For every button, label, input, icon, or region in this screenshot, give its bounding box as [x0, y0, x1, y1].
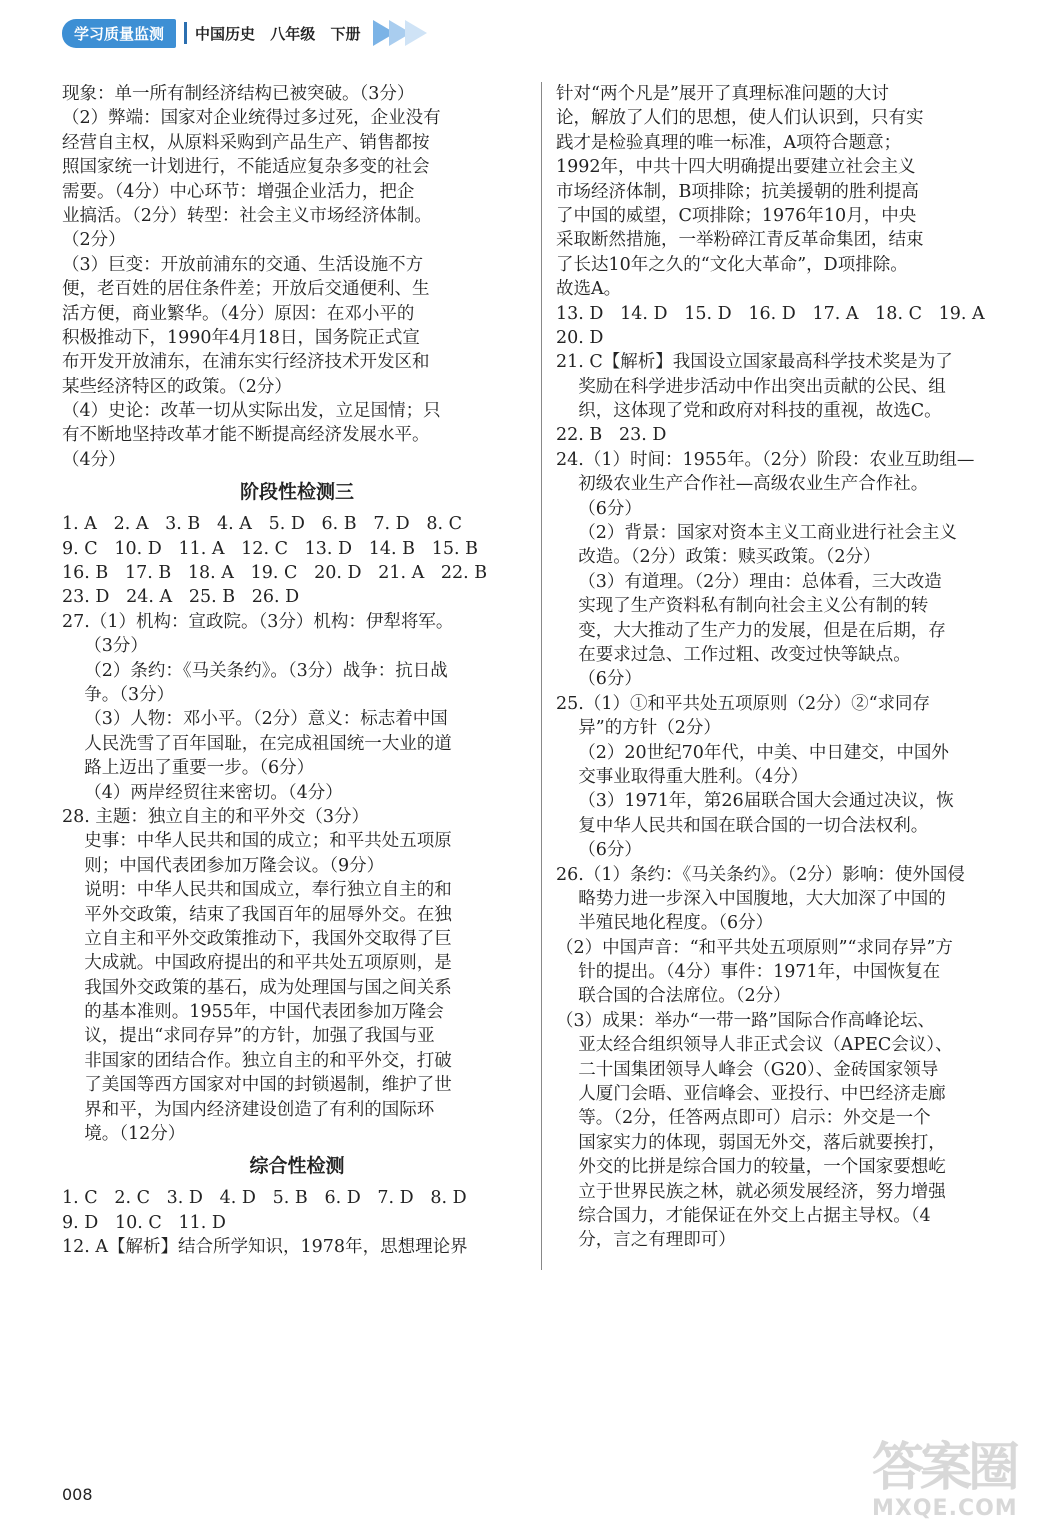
text-line: 半殖民地化程度。（6分） — [556, 913, 774, 934]
text-line: （3分） — [62, 636, 148, 657]
page-header — [62, 18, 427, 48]
text-line: 21. C【解析】我国设立国家最高科学技术奖是为了 — [556, 352, 953, 373]
header-divider — [184, 22, 187, 44]
text-line: 照国家统一计划进行，不能适应复杂多变的社会 — [62, 157, 430, 178]
text-line: 人厦门会晤、亚信峰会、亚投行、中巴经济走廊 — [556, 1084, 946, 1105]
text-line: 二十国集团领导人峰会（G20）、金砖国家领导 — [556, 1059, 939, 1080]
text-line: 初级农业生产合作社—高级农业生产合作社。 — [556, 474, 929, 495]
text-line: 议，提出“求同存异”的方针，加强了我国与亚 — [62, 1026, 435, 1047]
brand-label: 学习质量监测 — [62, 19, 176, 48]
text-line: 活方便，商业繁华。（4分）原因：在邓小平的 — [62, 303, 415, 324]
text-line: 针的提出。（4分）事件：1971年，中国恢复在 — [556, 962, 941, 983]
text-line: 等。（2分，任答两点即可）启示：外交是一个 — [556, 1108, 931, 1129]
text-line: （2）条约：《马关条约》。（3分）战争：抗日战 — [62, 660, 448, 681]
text-line: （2）中国声音：“和平共处五项原则”“求同存异”方 — [556, 937, 953, 958]
text-line: 积极推动下，1990年4月18日，国务院正式宣 — [62, 327, 420, 348]
text-line: （4）两岸经贸往来密切。（4分） — [62, 782, 343, 803]
text-line: 外交的比拼是综合国力的较量，一个国家要想屹 — [556, 1157, 946, 1178]
left-column — [62, 82, 532, 1260]
text-line: 大成就。中国政府提出的和平共处五项原则，是 — [62, 953, 452, 974]
text-line: （3）人物：邓小平。（2分）意义：标志着中国 — [62, 709, 448, 730]
text-line: 则；中国代表团参加万隆会议。（9分） — [62, 855, 385, 876]
text-line: 9. C 10. D 11. A 12. C 13. D 14. B 15. B — [62, 538, 478, 559]
text-line: （6分） — [556, 669, 642, 690]
text-line: 便，老百姓的居住条件差；开放后交通便利、生 — [62, 279, 430, 300]
right-column — [556, 82, 1018, 1253]
text-line: 分，言之有理即可） — [556, 1230, 736, 1251]
text-line: 我国外交政策的基石，成为处理国与国之间关系 — [62, 977, 452, 998]
text-line: 需要。（4分）中心环节：增强企业活力，把企 — [62, 181, 415, 202]
text-line: 市场经济体制，B项排除；抗美援朝的胜利提高 — [556, 181, 919, 202]
text-line: 25.（1）①和平共处五项原则（2分）②“求同存 — [556, 693, 931, 714]
text-line: （6分） — [556, 498, 642, 519]
text-line: 24.（1）时间：1955年。（2分）阶段：农业互助组— — [556, 449, 975, 470]
text-line: 13. D 14. D 15. D 16. D 17. A 18. C 19. A — [556, 303, 985, 324]
text-line: 异”的方针（2分） — [556, 718, 721, 739]
column-divider — [541, 82, 542, 1270]
text-line: 复中华人民共和国在联合国的一切合法权利。 — [556, 815, 929, 836]
text-line: 1992年，中共十四大明确提出要建立社会主义 — [556, 157, 916, 178]
text-line: （2）弊端：国家对企业统得过多过死，企业没有 — [62, 108, 441, 129]
text-line: 实现了生产资料私有制向社会主义公有制的转 — [556, 596, 929, 617]
text-line: 联合国的合法席位。（2分） — [556, 986, 791, 1007]
text-line: 了长达10年之久的“文化大革命”，D项排除。 — [556, 254, 908, 275]
text-line: （3）1971年，第26届联合国大会通过决议，恢 — [556, 791, 954, 812]
text-line: 的基本准则。1955年，中国代表团参加万隆会 — [62, 1002, 444, 1023]
text-line: 1. C 2. C 3. D 4. D 5. B 6. D 7. D 8. D — [62, 1188, 467, 1209]
text-line: 26.（1）条约：《马关条约》。（2分）影响：使外国侵 — [556, 864, 965, 885]
text-line: 境。（12分） — [62, 1124, 186, 1145]
text-line: 界和平，为国内经济建设创造了有利的国际环 — [62, 1099, 435, 1120]
text-line: 28. 主题：独立自主的和平外交（3分） — [62, 806, 370, 827]
text-line: 路上迈出了重要一步。（6分） — [62, 758, 315, 779]
text-line: 立于世界民族之林，就必须发展经济，努力增强 — [556, 1181, 946, 1202]
text-line: 综合国力，才能保证在外交上占据主导权。（4 — [556, 1205, 931, 1226]
text-line: 现象：单一所有制经济结构已被突破。（3分） — [62, 84, 415, 104]
text-line: （4）史论：改革一切从实际出发，立足国情；只 — [62, 401, 441, 422]
text-line: 在要求过急、工作过粗、改变过快等缺点。 — [556, 644, 911, 665]
text-line: 非国家的团结合作。独立自主的和平外交，打破 — [62, 1050, 452, 1071]
text-line: 12. A【解析】结合所学知识，1978年，思想理论界 — [62, 1237, 468, 1258]
section-title: 综合性检测 — [249, 1155, 345, 1178]
text-line: 布开发开放浦东，在浦东实行经济技术开发区和 — [62, 352, 430, 373]
subject-label: 中国历史 — [195, 24, 256, 43]
text-line: 有不断地坚持改革才能不断提高经济发展水平。 — [62, 425, 430, 446]
chevron-arrows-icon — [379, 20, 427, 46]
section-title: 阶段性检测三 — [239, 481, 354, 504]
text-line: 了中国的威望，C项排除；1976年10月，中央 — [556, 205, 917, 226]
text-line: 针对“两个凡是”展开了真理标准问题的大讨 — [556, 84, 889, 104]
text-line: 论，解放了人们的思想，使人们认识到，只有实 — [556, 108, 924, 129]
text-line: （2）背景：国家对资本主义工商业进行社会主义 — [556, 523, 957, 544]
text-line: 人民洗雪了百年国耻，在完成祖国统一大业的道 — [62, 733, 452, 754]
text-line: 践才是检验真理的唯一标准，A项符合题意； — [556, 132, 902, 153]
text-line: 立自主和平外交政策推动下，我国外交取得了巨 — [62, 928, 452, 949]
text-line: （3）有道理。（2分）理由：总体看，三大改造 — [556, 571, 942, 592]
text-line: 亚太经合组织领导人非正式会议（APEC会议）、 — [556, 1035, 953, 1056]
text-line: 奖励在科学进步活动中作出突出贡献的公民、组 — [556, 376, 946, 397]
text-line: 史事：中华人民共和国的成立；和平共处五项原 — [62, 831, 452, 852]
text-line: 变，大大推动了生产力的发展，但是在后期，存 — [556, 620, 946, 641]
book-info — [195, 23, 371, 44]
text-line: （2分） — [62, 230, 126, 251]
text-line: 采取断然措施，一举粉碎江青反革命集团，结束 — [556, 230, 924, 251]
text-line: 交事业取得重大胜利。（4分） — [556, 766, 809, 787]
text-line: 织，这体现了党和政府对科技的重视，故选C。 — [556, 401, 942, 422]
text-line: 16. B 17. B 18. A 19. C 20. D 21. A 22. B — [62, 563, 488, 584]
text-line: 平外交政策，结束了我国百年的屈辱外交。在独 — [62, 904, 452, 925]
text-line: 9. D 10. C 11. D — [62, 1212, 226, 1233]
volume-label: 下册 — [330, 24, 361, 43]
watermark-url: MXQE.COM — [872, 1496, 1018, 1521]
text-line: 1. A 2. A 3. B 4. A 5. D 6. B 7. D 8. C — [62, 514, 462, 535]
text-line: 了美国等西方国家对中国的封锁遏制，维护了世 — [62, 1075, 452, 1096]
text-line: （2）20世纪70年代，中美、中日建交，中国外 — [556, 742, 949, 763]
page-number: 008 — [62, 1485, 93, 1504]
text-line: 故选A。 — [556, 279, 622, 300]
watermark-logo — [872, 1440, 1042, 1530]
text-line: 争。（3分） — [62, 684, 175, 705]
watermark-text: 答案圈 — [872, 1438, 1017, 1498]
text-line: 略势力进一步深入中国腹地，大大加深了中国的 — [556, 888, 946, 909]
text-line: （6分） — [556, 840, 642, 861]
text-line: 改造。（2分）政策：赎买政策。（2分） — [556, 547, 881, 568]
text-line: 20. D — [556, 327, 604, 348]
text-line: （3）巨变：开放前浦东的交通、生活设施不方 — [62, 254, 424, 275]
text-line: 说明：中华人民共和国成立，奉行独立自主的和 — [62, 880, 452, 901]
text-line: 23. D 24. A 25. B 26. D — [62, 587, 300, 608]
text-line: （3）成果：举办“一带一路”国际合作高峰论坛、 — [556, 1010, 936, 1031]
text-line: 国家实力的体现，弱国无外交，落后就要挨打， — [556, 1132, 946, 1153]
text-line: 22. B 23. D — [556, 425, 667, 446]
text-line: 27.（1）机构：宣政院。（3分）机构：伊犁将军。 — [62, 611, 454, 632]
text-line: （4分） — [62, 449, 126, 470]
text-line: 业搞活。（2分）转型：社会主义市场经济体制。 — [62, 205, 432, 226]
text-line: 经营自主权，从原料采购到产品生产、销售都按 — [62, 132, 430, 153]
grade-label: 八年级 — [270, 24, 316, 43]
text-line: 某些经济特区的政策。（2分） — [62, 376, 292, 397]
